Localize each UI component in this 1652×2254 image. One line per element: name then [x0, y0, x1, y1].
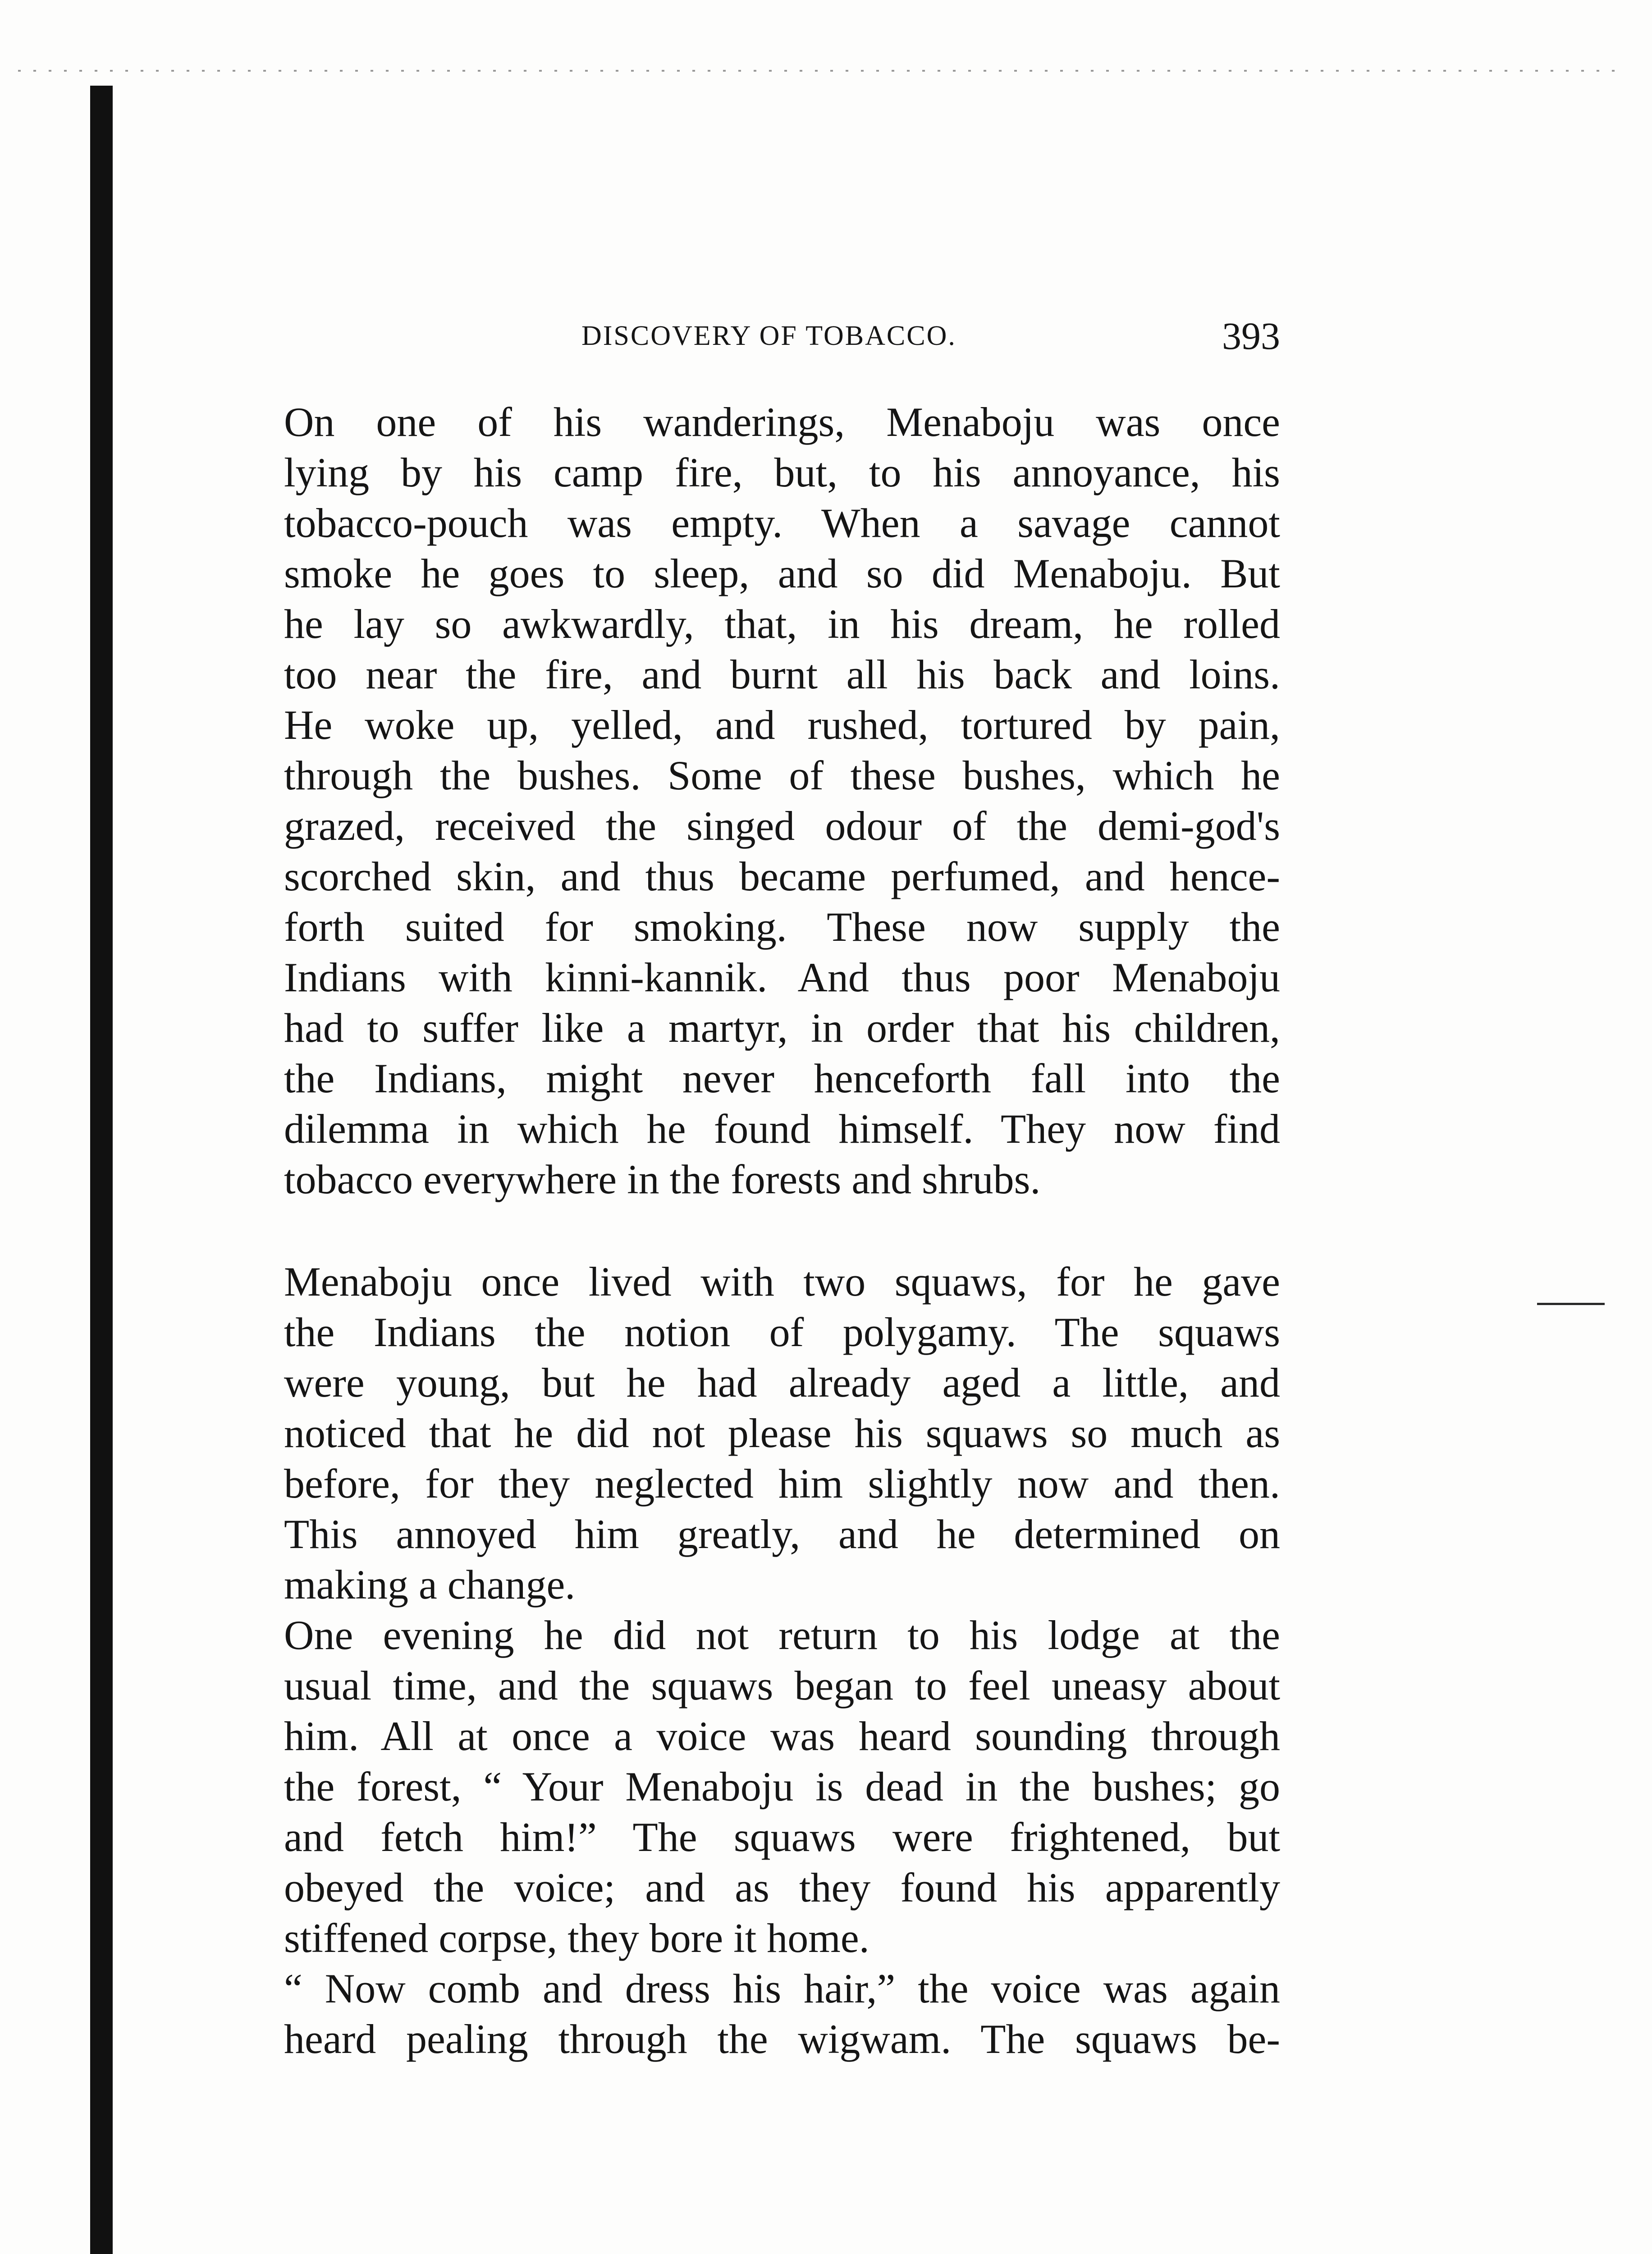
text-line: he lay so awkwardly, that, in his dream, he rolled — [284, 601, 1280, 647]
page-header — [284, 311, 1280, 361]
paragraph — [284, 397, 1280, 1205]
text-line: making a change. — [284, 1562, 576, 1608]
text-line: tobacco-pouch was empty. When a savage cannot — [284, 500, 1280, 546]
text-line: had to suffer like a martyr, in order that his children, — [284, 1005, 1280, 1051]
top-edge-specks — [18, 70, 1623, 72]
text-line: forth suited for smoking. These now supply the — [284, 904, 1280, 950]
paragraph — [284, 1963, 1280, 2064]
text-line: tobacco everywhere in the forests and shrubs. — [284, 1156, 1041, 1202]
text-line: stiffened corpse, they bore it home. — [284, 1915, 869, 1961]
page-number: 393 — [1222, 314, 1280, 357]
running-head: DISCOVERY OF TOBACCO. — [581, 321, 956, 351]
paragraph — [284, 1610, 1280, 1963]
text-line: the Indians, might never henceforth fall into the — [284, 1055, 1280, 1101]
body-text — [284, 397, 1280, 2064]
text-line: lying by his camp fire, but, to his annoyance, his — [284, 449, 1280, 495]
text-line: Menaboju once lived with two squaws, for he gave — [284, 1259, 1280, 1305]
text-line: heard pealing through the wigwam. The squaws be- — [284, 2016, 1280, 2062]
text-line: smoke he goes to sleep, and so did Menaboju. But — [284, 550, 1280, 596]
text-line: him. All at once a voice was heard sounding through — [284, 1713, 1280, 1759]
text-line: and fetch him!” The squaws were frightened, but — [284, 1814, 1280, 1860]
text-line: the Indians the notion of polygamy. The squaws — [284, 1309, 1280, 1355]
text-line: noticed that he did not please his squaws so much as — [284, 1410, 1280, 1456]
text-line: grazed, received the singed odour of the demi-god's — [284, 803, 1280, 849]
margin-rule — [1537, 1303, 1605, 1305]
text-line: On one of his wanderings, Menaboju was once — [284, 399, 1280, 445]
text-line: Indians with kinni-kannik. And thus poor Menaboju — [284, 954, 1280, 1000]
text-line: dilemma in which he found himself. They now find — [284, 1106, 1280, 1152]
text-line: too near the fire, and burnt all his back and loins. — [284, 651, 1280, 697]
text-line: were young, but he had already aged a little, and — [284, 1360, 1280, 1406]
text-line: He woke up, yelled, and rushed, tortured by pain, — [284, 702, 1280, 748]
text-line: before, for they neglected him slightly now and then. — [284, 1461, 1280, 1507]
binding-spine-shadow — [90, 86, 113, 2254]
text-line: This annoyed him greatly, and he determined on — [284, 1511, 1280, 1557]
text-line: through the bushes. Some of these bushes, which he — [284, 752, 1280, 798]
paragraph — [284, 1256, 1280, 1610]
text-line: usual time, and the squaws began to feel uneasy about — [284, 1663, 1280, 1709]
text-line: the forest, “ Your Menaboju is dead in the bushes; go — [284, 1764, 1280, 1810]
text-line: “ Now comb and dress his hair,” the voice was again — [284, 1965, 1280, 2011]
text-line: One evening he did not return to his lodge at the — [284, 1612, 1280, 1658]
text-line: scorched skin, and thus became perfumed, and hence- — [284, 853, 1280, 899]
text-line: obeyed the voice; and as they found his apparently — [284, 1865, 1280, 1910]
paragraph-gap — [284, 1205, 1280, 1256]
